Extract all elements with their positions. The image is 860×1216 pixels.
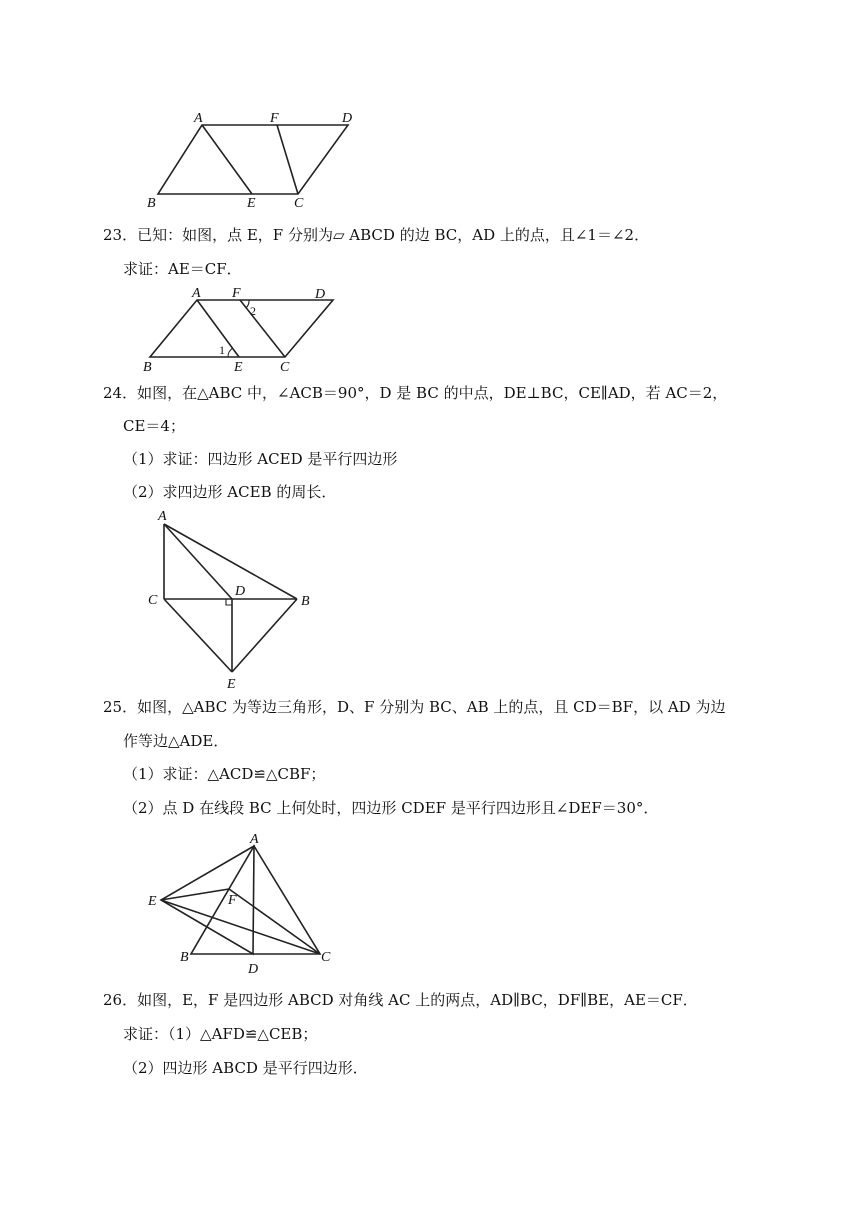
q25-statement: 25．如图，△ABC 为等边三角形，D、F 分别为 BC、AB 上的点，且 CD＝BF，以 AD 为边 <box>103 698 726 716</box>
segment-ad <box>164 524 232 599</box>
segment-ab <box>164 524 297 599</box>
segment-cf <box>229 889 320 954</box>
q24-part2: （2）求四边形 ACEB 的周长． <box>123 483 337 501</box>
q25-statement-cont: 作等边△ADE． <box>123 732 229 750</box>
angle-2-arc <box>246 300 249 308</box>
segment-ae <box>202 125 252 194</box>
label-c: C <box>280 360 290 375</box>
q26-prove-part1: 求证：（1）△AFD≌△CEB； <box>123 1025 318 1043</box>
label-e: E <box>247 196 256 211</box>
segment-be <box>232 599 297 672</box>
label-c: C <box>148 593 158 608</box>
figure-q24 <box>140 506 330 696</box>
label-d: D <box>248 962 259 975</box>
q24-statement-cont: CE＝4； <box>123 417 185 435</box>
angle-1-arc <box>228 348 233 357</box>
label-b: B <box>180 950 189 965</box>
label-f: F <box>228 893 237 908</box>
q26-statement: 26．如图，E，F 是四边形 ABCD 对角线 AC 上的两点，AD∥BC，DF∥BE，AE＝CF． <box>103 991 698 1009</box>
label-a: A <box>250 832 259 847</box>
q25-part1: （1）求证：△ACD≌△CBF； <box>123 765 326 783</box>
parallelogram-abcd <box>158 125 348 194</box>
segment-fc <box>277 125 298 194</box>
label-d: D <box>315 287 326 302</box>
segment-ce <box>164 599 232 672</box>
label-b: B <box>147 196 156 211</box>
label-e: E <box>148 894 157 909</box>
figure-parallelogram-top <box>140 104 370 214</box>
q26-part2: （2）四边形 ABCD 是平行四边形． <box>123 1059 368 1077</box>
label-b: B <box>143 360 152 375</box>
label-c: C <box>294 196 304 211</box>
triangle-abc <box>191 846 320 954</box>
label-a: A <box>194 111 203 126</box>
label-d: D <box>235 584 246 599</box>
label-c: C <box>321 950 331 965</box>
segment-fc <box>240 300 285 357</box>
label-angle-1: 1 <box>219 343 225 357</box>
label-b: B <box>301 594 310 609</box>
triangle-ade <box>161 846 254 954</box>
label-f: F <box>270 111 279 126</box>
q23-statement: 23．已知：如图，点 E，F 分别为▱ ABCD 的边 BC，AD 上的点，且∠1＝∠2． <box>103 226 650 244</box>
label-e: E <box>227 677 236 692</box>
label-a: A <box>192 286 201 301</box>
right-angle-mark <box>226 599 232 605</box>
q24-statement: 24．如图，在△ABC 中，∠ACB＝90°，D 是 BC 的中点，DE⊥BC，CE∥AD，若 AC＝2， <box>103 384 728 402</box>
q23-prove: 求证：AE＝CF． <box>123 260 242 278</box>
label-angle-2: 2 <box>250 304 256 318</box>
label-f: F <box>232 286 241 301</box>
q25-part2: （2）点 D 在线段 BC 上何处时，四边形 CDEF 是平行四边形且∠DEF＝30°． <box>123 799 659 817</box>
label-e: E <box>234 360 243 375</box>
parallelogram-abcd <box>150 300 333 357</box>
figure-q23 <box>140 282 340 377</box>
figure-q25 <box>140 830 340 975</box>
label-d: D <box>342 111 353 126</box>
q24-part1: （1）求证：四边形 ACED 是平行四边形 <box>123 450 398 468</box>
label-a: A <box>158 509 167 524</box>
